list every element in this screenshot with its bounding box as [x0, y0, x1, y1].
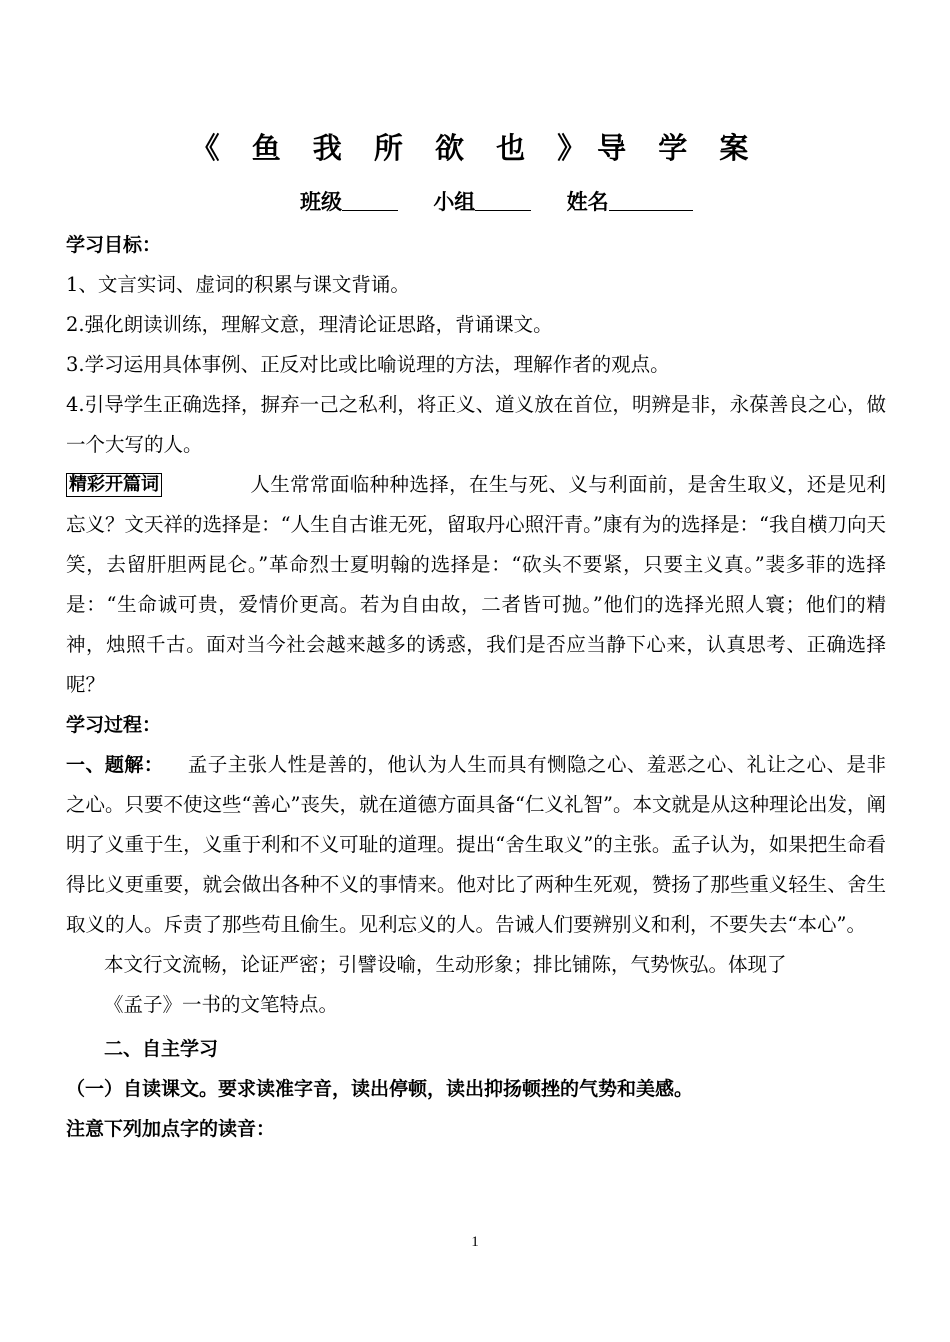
name-blank[interactable]: [609, 190, 693, 211]
reading-task: （一）自读课文。要求读准字音，读出停顿，读出抑扬顿挫的气势和美感。: [66, 1078, 694, 1100]
intro-text: 孟子主张人性是善的，他认为人生而具有恻隐之心、羞恶之心、礼让之心、是非之心。只要不使这些“善心”丧失，就在道德方面具备“仁义礼智”。本文就是从这种理论出发，阐明了义重于生，义重于利和不义可耻的道理。提出“舍生取义”的主张。孟子认为，如果把生命看得比义更重要，就会做出各种不义的事情来。他对比了两种生死观，赞扬了那些重义轻生、舍生取义的人。斥责了那些苟且偷生。见利忘义的人。告诫人们要辨别义和利，不要失去“本心”。: [66, 753, 886, 936]
objective-item-4: 4.引导学生正确选择，摒弃一己之私利，将正义、道义放在首位，明辨是非，永葆善良之心，做一个大写的人。: [66, 393, 886, 456]
reading-note: 注意下列加点字的读音：: [66, 1118, 276, 1140]
page-number: 1: [471, 1234, 479, 1250]
objectives-heading: 学习目标：: [66, 234, 162, 256]
objective-item-2: 2.强化朗读训练，理解文意，理清论证思路，背诵课文。: [66, 313, 553, 336]
intro-paragraph: [66, 745, 886, 945]
document-body: [66, 225, 886, 1149]
intro-label: 一、题解：: [66, 754, 164, 776]
opening-paragraph: [66, 465, 886, 705]
objective-item-3: 3.学习运用具体事例、正反对比或比喻说理的方法，理解作者的观点。: [66, 353, 670, 376]
group-field: [433, 186, 531, 216]
objective-item-1: 1、文言实词、虚词的积累与课文背诵。: [66, 273, 410, 296]
class-label: 班级: [300, 190, 342, 214]
name-label: 姓名: [566, 190, 609, 214]
group-label: 小组: [433, 190, 476, 214]
process-heading: 学习过程：: [66, 714, 162, 736]
self-study-heading: 二、自主学习: [104, 1038, 219, 1060]
style-line-2: 《孟子》一书的文笔特点。: [104, 993, 339, 1016]
group-blank[interactable]: [475, 190, 531, 211]
class-blank[interactable]: [342, 190, 398, 211]
opening-label: 精彩开篇词: [66, 473, 162, 497]
page-title: 《 鱼 我 所 欲 也 》导 学 案: [190, 131, 760, 165]
class-field: [300, 186, 398, 216]
name-field: [567, 186, 693, 216]
student-info-line: [300, 186, 721, 216]
style-line-1: 本文行文流畅，论证严密；引譬设喻，生动形象；排比铺陈，气势恢弘。体现了: [104, 953, 787, 976]
opening-text: 人生常常面临种种选择，在生与死、义与利面前，是舍生取义，还是见利忘义？文天祥的选择是：“人生自古谁无死，留取丹心照汗青。”康有为的选择是：“我自横刀向天笑，去留肝胆两昆仑。”革命烈士夏明翰的选择是：“砍头不要紧，只要主义真。”裴多菲的选择是：“生命诚可贵，爱情价更高。若为自由故，二者皆可抛。”他们的选择光照人寰；他们的精神，烛照千古。面对当今社会越来越多的诱惑，我们是否应当静下心来，认真思考、正确选择呢？: [66, 473, 886, 696]
